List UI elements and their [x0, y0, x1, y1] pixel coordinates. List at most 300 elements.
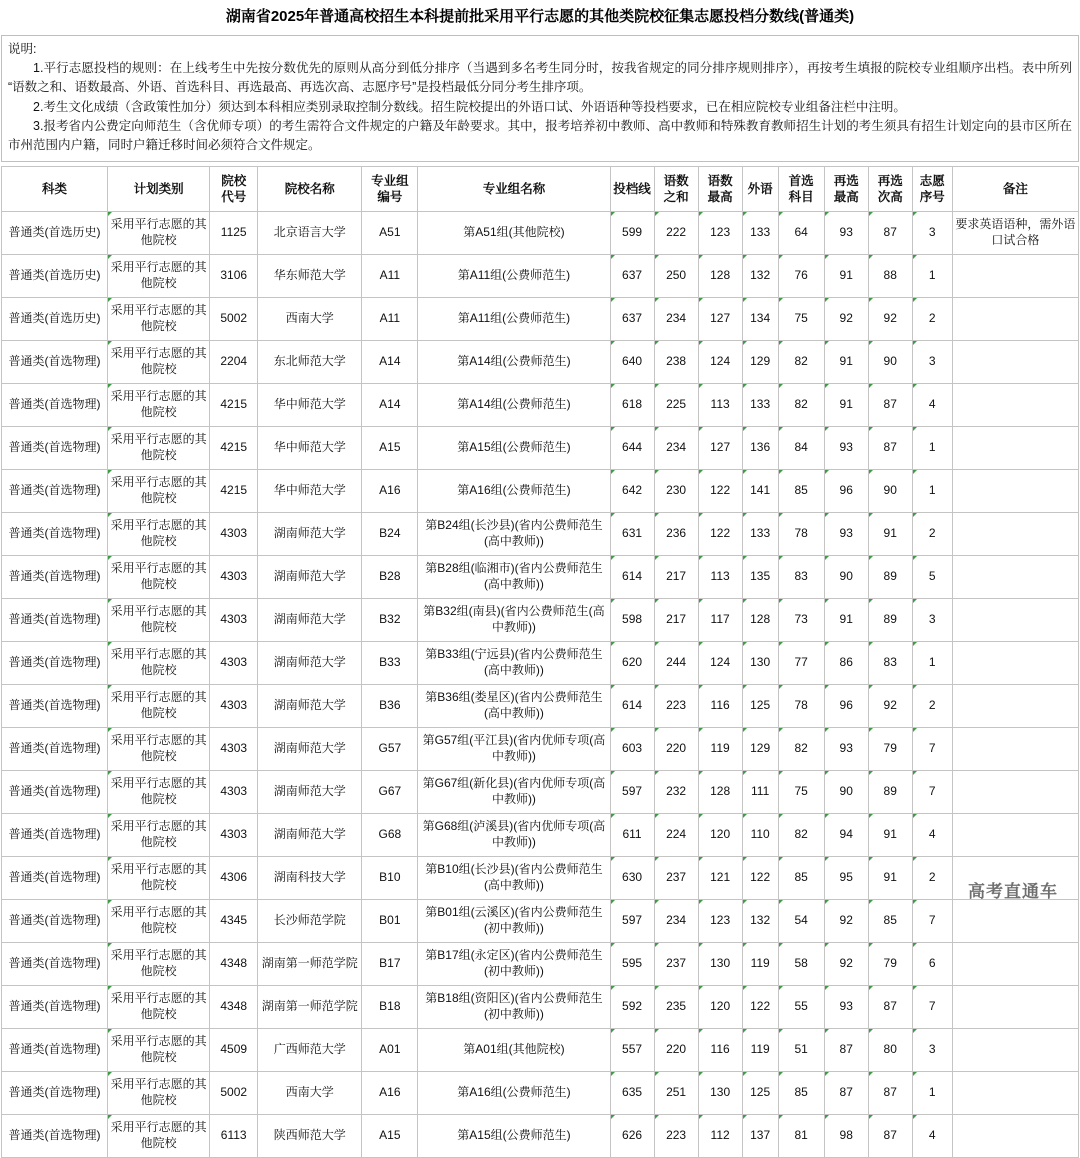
cell-bz [952, 942, 1078, 985]
cell-wy: 135 [742, 555, 778, 598]
cell-sxkm: 73 [778, 598, 824, 641]
cell-jihua: 采用平行志愿的其他院校 [108, 684, 210, 727]
cell-tdx: 630 [610, 856, 654, 899]
cell-bz [952, 1028, 1078, 1071]
cell-sxkm: 85 [778, 469, 824, 512]
cell-bz [952, 985, 1078, 1028]
cell-bz [952, 727, 1078, 770]
cell-sxkm: 58 [778, 942, 824, 985]
cell-zyxh: 7 [912, 899, 952, 942]
table-row [2, 770, 1079, 813]
cell-jihua: 采用平行志愿的其他院校 [108, 1028, 210, 1071]
cell-zxsec: 91 [868, 813, 912, 856]
cell-yxdh: 4303 [210, 770, 258, 813]
cell-zxsec: 79 [868, 727, 912, 770]
cell-ysmax: 116 [698, 684, 742, 727]
cell-kelei: 普通类(首选历史) [2, 211, 108, 254]
note-item-1: 1.平行志愿投档的规则：在上线考生中先按分数优先的原则从高分到低分排序（当遇到多名考生同分时，按我省规定的同分排序规则排序），再按考生填报的院校专业组顺序出档。表中所列“语数之和、语数最高、外语、首选科目、再选最高、再选次高、志愿序号”是投档最低分同分考生排序项。 [8, 60, 1072, 95]
cell-kelei: 普通类(首选物理) [2, 1114, 108, 1157]
cell-zyzbh: B28 [362, 555, 418, 598]
cell-yxmc: 西南大学 [258, 1071, 362, 1114]
cell-yxmc: 陕西师范大学 [258, 1114, 362, 1157]
cell-wy: 129 [742, 727, 778, 770]
primary-subject-line1: 首选 [788, 173, 814, 188]
cell-zyzmc: 第G67组(新化县)(省内优师专项(高中教师)) [418, 770, 610, 813]
cell-tdx: 635 [610, 1071, 654, 1114]
cell-bz [952, 1114, 1078, 1157]
cell-bz [952, 641, 1078, 684]
cell-zxmax: 98 [824, 1114, 868, 1157]
table-row [2, 598, 1079, 641]
cell-tdx: 614 [610, 684, 654, 727]
cell-zyxh: 4 [912, 1114, 952, 1157]
cell-zxsec: 87 [868, 1071, 912, 1114]
cell-zxsec: 87 [868, 383, 912, 426]
cell-ysh: 232 [654, 770, 698, 813]
cell-zyzbh: A15 [362, 426, 418, 469]
cell-zxmax: 92 [824, 942, 868, 985]
cell-yxmc: 湖南师范大学 [258, 641, 362, 684]
cell-zyxh: 4 [912, 383, 952, 426]
note-item-2: 2.考生文化成绩（含政策性加分）须达到本科相应类别录取控制分数线。招生院校提出的外语口试、外语语种等投档要求，已在相应院校专业组备注栏中注明。 [33, 99, 906, 114]
cell-yxdh: 4303 [210, 684, 258, 727]
cell-zyzmc: 第G68组(泸溪县)(省内优师专项(高中教师)) [418, 813, 610, 856]
cell-yxmc: 华中师范大学 [258, 469, 362, 512]
cell-sxkm: 75 [778, 297, 824, 340]
cell-yxdh: 4348 [210, 942, 258, 985]
cell-zxmax: 93 [824, 426, 868, 469]
cell-yxmc: 东北师范大学 [258, 340, 362, 383]
cell-tdx: 618 [610, 383, 654, 426]
cell-tdx: 644 [610, 426, 654, 469]
cell-zyzmc: 第B10组(长沙县)(省内公费师范生(高中教师)) [418, 856, 610, 899]
score-line-table [1, 166, 1079, 1158]
cell-zyxh: 3 [912, 211, 952, 254]
cell-sxkm: 55 [778, 985, 824, 1028]
cell-ysmax: 116 [698, 1028, 742, 1071]
cell-zxsec: 92 [868, 297, 912, 340]
cell-jihua: 采用平行志愿的其他院校 [108, 426, 210, 469]
cell-ysh: 250 [654, 254, 698, 297]
column-header-secondary-second [868, 166, 912, 211]
cell-bz [952, 684, 1078, 727]
cell-zxmax: 96 [824, 469, 868, 512]
cell-tdx: 620 [610, 641, 654, 684]
cell-wy: 133 [742, 512, 778, 555]
cell-tdx: 626 [610, 1114, 654, 1157]
cell-zxmax: 87 [824, 1028, 868, 1071]
cell-tdx: 597 [610, 899, 654, 942]
column-header-kelei: 科类 [2, 166, 108, 211]
cell-jihua: 采用平行志愿的其他院校 [108, 555, 210, 598]
cell-zyzbh: B10 [362, 856, 418, 899]
cell-jihua: 采用平行志愿的其他院校 [108, 512, 210, 555]
choice-order-line1: 志愿 [919, 173, 945, 188]
cell-sxkm: 84 [778, 426, 824, 469]
cell-ysh: 251 [654, 1071, 698, 1114]
table-row [2, 426, 1079, 469]
cell-yxdh: 6113 [210, 1114, 258, 1157]
cell-sxkm: 54 [778, 899, 824, 942]
cell-bz [952, 1071, 1078, 1114]
cell-tdx: 557 [610, 1028, 654, 1071]
cell-ysh: 217 [654, 598, 698, 641]
cell-tdx: 637 [610, 297, 654, 340]
cell-tdx: 603 [610, 727, 654, 770]
cell-sxkm: 77 [778, 641, 824, 684]
secondary-max-line1: 再选 [833, 173, 859, 188]
cell-tdx: 640 [610, 340, 654, 383]
cm-sum-line1: 语数 [663, 173, 689, 188]
cell-kelei: 普通类(首选物理) [2, 942, 108, 985]
table-row [2, 1071, 1079, 1114]
cell-zyzmc: 第A14组(公费师范生) [418, 340, 610, 383]
cell-sxkm: 78 [778, 512, 824, 555]
cell-zyzmc: 第B17组(永定区)(省内公费师范生(初中教师)) [418, 942, 610, 985]
cell-zxsec: 88 [868, 254, 912, 297]
cell-zyxh: 1 [912, 254, 952, 297]
cell-zyxh: 2 [912, 512, 952, 555]
table-header-row [2, 166, 1079, 211]
cell-kelei: 普通类(首选物理) [2, 813, 108, 856]
cell-zyzbh: B18 [362, 985, 418, 1028]
cell-kelei: 普通类(首选物理) [2, 555, 108, 598]
cell-sxkm: 75 [778, 770, 824, 813]
note-item-3: 3.报考省内公费定向师范生（含优师专项）的考生需符合文件规定的户籍及年龄要求。其中，报考培养初中教师、高中教师和特殊教育教师招生计划的考生须具有招生计划定向的县市区所在市州范围内户籍，同时户籍迁移时间必须符合文件规定。 [8, 119, 1072, 153]
cell-wy: 125 [742, 684, 778, 727]
cell-zyzbh: A14 [362, 340, 418, 383]
cell-kelei: 普通类(首选物理) [2, 856, 108, 899]
cell-yxmc: 广西师范大学 [258, 1028, 362, 1071]
cell-jihua: 采用平行志愿的其他院校 [108, 340, 210, 383]
cell-wy: 122 [742, 985, 778, 1028]
cell-tdx: 592 [610, 985, 654, 1028]
cell-kelei: 普通类(首选历史) [2, 297, 108, 340]
cell-zyxh: 2 [912, 297, 952, 340]
cell-jihua: 采用平行志愿的其他院校 [108, 727, 210, 770]
cell-sxkm: 78 [778, 684, 824, 727]
table-row [2, 856, 1079, 899]
cell-ysh: 238 [654, 340, 698, 383]
table-row [2, 297, 1079, 340]
cell-yxmc: 湖南师范大学 [258, 727, 362, 770]
cell-zxsec: 87 [868, 426, 912, 469]
notes-block [1, 35, 1079, 162]
cell-zxmax: 90 [824, 770, 868, 813]
cell-ysh: 244 [654, 641, 698, 684]
cell-wy: 125 [742, 1071, 778, 1114]
cell-zyxh: 3 [912, 598, 952, 641]
cell-zyxh: 7 [912, 770, 952, 813]
cell-wy: 122 [742, 856, 778, 899]
secondary-second-line2: 次高 [877, 189, 903, 204]
cell-yxdh: 2204 [210, 340, 258, 383]
cell-sxkm: 64 [778, 211, 824, 254]
cell-bz [952, 512, 1078, 555]
cell-ysh: 234 [654, 297, 698, 340]
cell-zxsec: 92 [868, 684, 912, 727]
cell-sxkm: 82 [778, 727, 824, 770]
cell-zxmax: 92 [824, 899, 868, 942]
secondary-max-line2: 最高 [833, 189, 859, 204]
cell-zyzmc: 第B18组(资阳区)(省内公费师范生(初中教师)) [418, 985, 610, 1028]
cell-zyzbh: A01 [362, 1028, 418, 1071]
cell-zxmax: 91 [824, 254, 868, 297]
cell-yxmc: 湖南师范大学 [258, 555, 362, 598]
group-code-line2: 编号 [377, 189, 403, 204]
cell-tdx: 614 [610, 555, 654, 598]
cell-bz [952, 856, 1078, 899]
cell-yxdh: 4348 [210, 985, 258, 1028]
column-header-choice-order [912, 166, 952, 211]
table-row [2, 684, 1079, 727]
cell-yxmc: 湖南师范大学 [258, 813, 362, 856]
cell-ysmax: 123 [698, 899, 742, 942]
cell-zxsec: 91 [868, 512, 912, 555]
cell-tdx: 637 [610, 254, 654, 297]
cell-kelei: 普通类(首选物理) [2, 1071, 108, 1114]
cell-zyzmc: 第B32组(南县)(省内公费师范生(高中教师)) [418, 598, 610, 641]
cell-zyzmc: 第B01组(云溪区)(省内公费师范生(初中教师)) [418, 899, 610, 942]
cell-zyzmc: 第A11组(公费师范生) [418, 297, 610, 340]
cell-kelei: 普通类(首选物理) [2, 684, 108, 727]
cell-sxkm: 82 [778, 340, 824, 383]
cell-zxmax: 90 [824, 555, 868, 598]
table-row [2, 469, 1079, 512]
cell-sxkm: 82 [778, 383, 824, 426]
cell-ysh: 217 [654, 555, 698, 598]
cell-kelei: 普通类(首选物理) [2, 383, 108, 426]
cell-kelei: 普通类(首选物理) [2, 770, 108, 813]
cell-jihua: 采用平行志愿的其他院校 [108, 641, 210, 684]
cell-zyzmc: 第A15组(公费师范生) [418, 426, 610, 469]
table-row [2, 727, 1079, 770]
cell-zyxh: 7 [912, 727, 952, 770]
table-row [2, 899, 1079, 942]
cell-zyzmc: 第B28组(临湘市)(省内公费师范生(高中教师)) [418, 555, 610, 598]
table-row [2, 1028, 1079, 1071]
cell-zyzbh: A16 [362, 1071, 418, 1114]
cell-kelei: 普通类(首选历史) [2, 254, 108, 297]
cell-yxdh: 4303 [210, 512, 258, 555]
cell-zyzbh: B24 [362, 512, 418, 555]
cell-zyzmc: 第B36组(娄星区)(省内公费师范生(高中教师)) [418, 684, 610, 727]
secondary-second-line1: 再选 [877, 173, 903, 188]
cell-ysmax: 119 [698, 727, 742, 770]
cell-zxsec: 87 [868, 1114, 912, 1157]
cell-zxsec: 87 [868, 985, 912, 1028]
cell-yxdh: 1125 [210, 211, 258, 254]
cell-zxmax: 91 [824, 340, 868, 383]
cell-yxmc: 湖南师范大学 [258, 598, 362, 641]
cell-bz: 要求英语语种，需外语口试合格 [952, 211, 1078, 254]
cell-zyxh: 3 [912, 1028, 952, 1071]
column-header-group-code [362, 166, 418, 211]
column-header-chinese-math-max [698, 166, 742, 211]
cell-zxmax: 93 [824, 727, 868, 770]
cell-bz [952, 899, 1078, 942]
cell-zyxh: 2 [912, 856, 952, 899]
table-row [2, 254, 1079, 297]
cell-wy: 128 [742, 598, 778, 641]
table-row [2, 211, 1079, 254]
cell-zyzbh: B36 [362, 684, 418, 727]
cell-zyzmc: 第B24组(长沙县)(省内公费师范生(高中教师)) [418, 512, 610, 555]
column-header-school-name: 院校名称 [258, 166, 362, 211]
column-header-admission-line: 投档线 [610, 166, 654, 211]
cell-kelei: 普通类(首选物理) [2, 512, 108, 555]
cell-ysh: 234 [654, 426, 698, 469]
cell-ysh: 235 [654, 985, 698, 1028]
cell-zxsec: 87 [868, 211, 912, 254]
cell-zyxh: 5 [912, 555, 952, 598]
cell-yxmc: 湖南第一师范学院 [258, 942, 362, 985]
cell-yxmc: 华中师范大学 [258, 426, 362, 469]
cell-zyzbh: A51 [362, 211, 418, 254]
cell-bz [952, 297, 1078, 340]
cell-zxmax: 94 [824, 813, 868, 856]
cell-bz [952, 426, 1078, 469]
cell-bz [952, 770, 1078, 813]
cell-zyzbh: B17 [362, 942, 418, 985]
cell-zyzmc: 第G57组(平江县)(省内优师专项(高中教师)) [418, 727, 610, 770]
cell-ysmax: 128 [698, 254, 742, 297]
table-row [2, 985, 1079, 1028]
cell-kelei: 普通类(首选物理) [2, 641, 108, 684]
cell-zyxh: 1 [912, 641, 952, 684]
cell-yxdh: 4303 [210, 555, 258, 598]
cell-sxkm: 76 [778, 254, 824, 297]
cell-wy: 129 [742, 340, 778, 383]
cell-ysmax: 113 [698, 383, 742, 426]
cell-ysmax: 120 [698, 813, 742, 856]
cell-ysh: 225 [654, 383, 698, 426]
cell-zxsec: 90 [868, 340, 912, 383]
cell-jihua: 采用平行志愿的其他院校 [108, 297, 210, 340]
column-header-group-name: 专业组名称 [418, 166, 610, 211]
cell-zyxh: 4 [912, 813, 952, 856]
cell-sxkm: 85 [778, 856, 824, 899]
cell-ysh: 220 [654, 1028, 698, 1071]
cell-zyzbh: A11 [362, 297, 418, 340]
cell-jihua: 采用平行志愿的其他院校 [108, 383, 210, 426]
table-row [2, 383, 1079, 426]
cell-zyzbh: G68 [362, 813, 418, 856]
cell-tdx: 631 [610, 512, 654, 555]
cell-ysh: 237 [654, 942, 698, 985]
cell-zyxh: 7 [912, 985, 952, 1028]
cell-wy: 111 [742, 770, 778, 813]
cell-zyzbh: A16 [362, 469, 418, 512]
group-code-line1: 专业组 [371, 173, 409, 188]
cell-jihua: 采用平行志愿的其他院校 [108, 813, 210, 856]
cell-ysh: 237 [654, 856, 698, 899]
cell-zyzmc: 第A16组(公费师范生) [418, 1071, 610, 1114]
cell-bz [952, 813, 1078, 856]
cell-yxdh: 4509 [210, 1028, 258, 1071]
cell-zyzbh: G67 [362, 770, 418, 813]
cell-ysh: 223 [654, 1114, 698, 1157]
cell-zxmax: 91 [824, 383, 868, 426]
cell-zyzbh: B32 [362, 598, 418, 641]
cell-jihua: 采用平行志愿的其他院校 [108, 1114, 210, 1157]
cell-ysmax: 130 [698, 942, 742, 985]
cell-kelei: 普通类(首选物理) [2, 899, 108, 942]
cell-zyxh: 1 [912, 469, 952, 512]
cell-zxsec: 79 [868, 942, 912, 985]
cell-yxdh: 4345 [210, 899, 258, 942]
cell-jihua: 采用平行志愿的其他院校 [108, 469, 210, 512]
cell-zyxh: 3 [912, 340, 952, 383]
cell-ysmax: 121 [698, 856, 742, 899]
column-header-school-code [210, 166, 258, 211]
cell-yxmc: 北京语言大学 [258, 211, 362, 254]
cell-zyzbh: A14 [362, 383, 418, 426]
watermark-label: 高考直通车 [968, 882, 1058, 901]
cell-kelei: 普通类(首选物理) [2, 340, 108, 383]
column-header-secondary-max [824, 166, 868, 211]
cell-zyzmc: 第A51组(其他院校) [418, 211, 610, 254]
cell-ysmax: 124 [698, 340, 742, 383]
cell-jihua: 采用平行志愿的其他院校 [108, 856, 210, 899]
cm-sum-line2: 之和 [663, 189, 689, 204]
cell-ysh: 224 [654, 813, 698, 856]
cell-yxmc: 西南大学 [258, 297, 362, 340]
cell-zxsec: 90 [868, 469, 912, 512]
cell-tdx: 595 [610, 942, 654, 985]
cell-kelei: 普通类(首选物理) [2, 426, 108, 469]
cell-kelei: 普通类(首选物理) [2, 598, 108, 641]
page-title: 湖南省2025年普通高校招生本科提前批采用平行志愿的其他类院校征集志愿投档分数线(普通类) [225, 8, 855, 25]
cell-sxkm: 81 [778, 1114, 824, 1157]
table-row [2, 641, 1079, 684]
cell-wy: 119 [742, 1028, 778, 1071]
cell-bz [952, 469, 1078, 512]
cell-kelei: 普通类(首选物理) [2, 727, 108, 770]
cell-ysmax: 117 [698, 598, 742, 641]
cell-yxdh: 4215 [210, 383, 258, 426]
cell-wy: 119 [742, 942, 778, 985]
table-row [2, 512, 1079, 555]
column-header-chinese-math-sum [654, 166, 698, 211]
cell-zyzmc: 第A16组(公费师范生) [418, 469, 610, 512]
cell-wy: 137 [742, 1114, 778, 1157]
cell-yxdh: 4306 [210, 856, 258, 899]
cell-ysmax: 112 [698, 1114, 742, 1157]
cell-zyzbh: B01 [362, 899, 418, 942]
cell-tdx: 611 [610, 813, 654, 856]
cell-zxmax: 87 [824, 1071, 868, 1114]
column-header-remarks: 备注 [952, 166, 1078, 211]
cell-yxmc: 湖南师范大学 [258, 684, 362, 727]
cell-zyzmc: 第A01组(其他院校) [418, 1028, 610, 1071]
cell-kelei: 普通类(首选物理) [2, 469, 108, 512]
cell-sxkm: 85 [778, 1071, 824, 1114]
cell-yxdh: 4215 [210, 426, 258, 469]
cell-zxmax: 95 [824, 856, 868, 899]
cell-sxkm: 51 [778, 1028, 824, 1071]
cell-yxmc: 长沙师范学院 [258, 899, 362, 942]
cell-yxdh: 5002 [210, 1071, 258, 1114]
cell-bz [952, 598, 1078, 641]
choice-order-line2: 序号 [919, 189, 945, 204]
cell-zxmax: 93 [824, 211, 868, 254]
cell-zxsec: 89 [868, 598, 912, 641]
cell-zxmax: 93 [824, 512, 868, 555]
cell-zxmax: 91 [824, 598, 868, 641]
cell-zyzmc: 第A11组(公费师范生) [418, 254, 610, 297]
cell-yxdh: 3106 [210, 254, 258, 297]
